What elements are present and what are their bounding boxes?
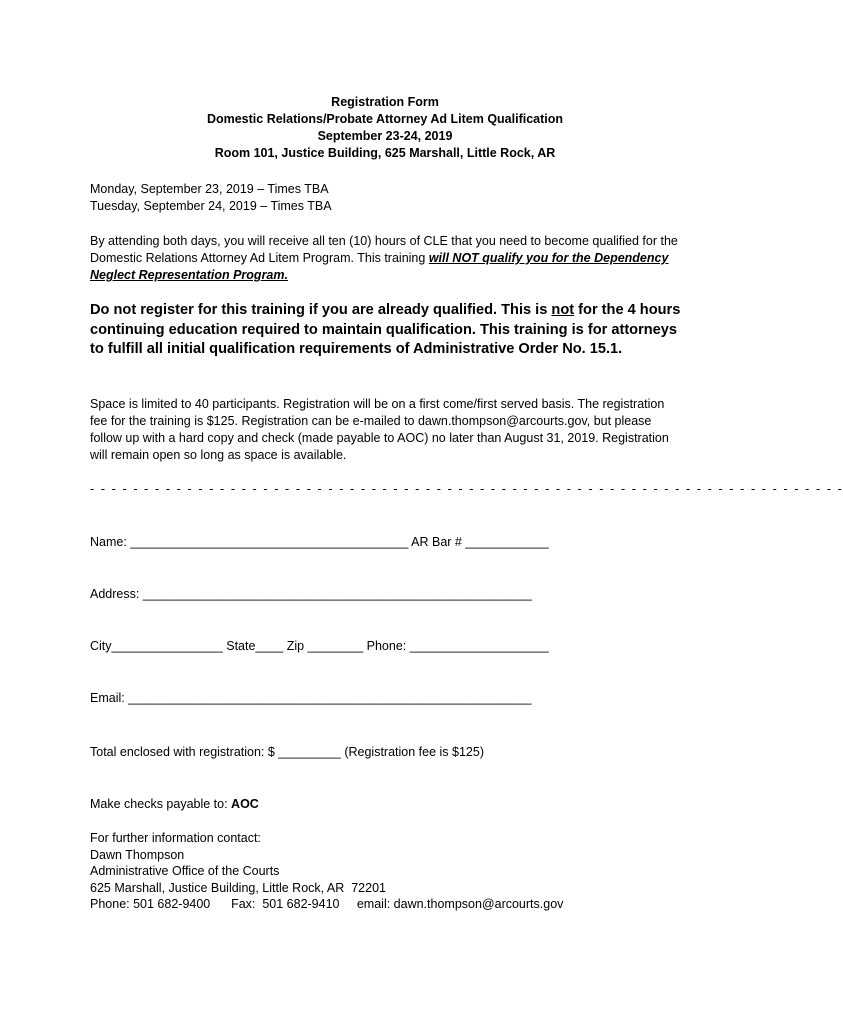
- event-location: Room 101, Justice Building, 625 Marshall, Little Rock, AR: [214, 146, 556, 160]
- checks-payee: AOC: [231, 797, 259, 811]
- total-enclosed-line: Total enclosed with registration: $ _________ (Registration fee is $125): [90, 745, 484, 759]
- warning-not: not: [551, 302, 575, 318]
- address-field-line: Address: ________________________________________________________: [90, 587, 533, 601]
- schedule: [90, 181, 690, 215]
- city-state-zip-phone-line: City________________ State____ Zip ________ Phone: ____________________: [90, 639, 549, 653]
- intro-emphasis: will NOT qualify you for the Dependency Neglect Representation Program.: [90, 251, 669, 282]
- checks-payable-line: [90, 797, 259, 811]
- form-header: [0, 94, 770, 162]
- schedule-day-2: Tuesday, September 24, 2019 – Times TBA: [90, 199, 332, 213]
- intro-paragraph: [90, 233, 690, 284]
- checks-label: Make checks payable to:: [90, 797, 232, 811]
- contact-heading: For further information contact:: [90, 831, 261, 845]
- cut-line-divider: - - - - - - - - - - - - - - - - - - - - - - - - - - - - - - - - - - - - - - - - - - - - - - - - - - - - - - - - - - - - - - - - - - - - - -: [90, 482, 843, 496]
- email-field-line: Email: __________________________________________________________: [90, 691, 532, 705]
- name-field-line: Name: ________________________________________ AR Bar # ____________: [90, 535, 549, 549]
- registration-info: Space is limited to 40 participants. Registration will be on a first come/first served basis. The registration fee for the training is $125. Registration can be e-mailed to dawn.thompson@arcourts.gov, but please follow up with a hard copy and check (made payable to AOC) no later than August 31, 2019. Registration will remain open so long as space is available.: [90, 397, 669, 462]
- contact-address: 625 Marshall, Justice Building, Little Rock, AR 72201: [90, 880, 386, 895]
- schedule-day-1: Monday, September 23, 2019 – Times TBA: [90, 182, 329, 196]
- form-title: Registration Form: [331, 95, 439, 109]
- contact-office: Administrative Office of the Courts: [90, 864, 280, 878]
- intro-text: By attending both days, you will receive all ten (10) hours of CLE that you need to become qualified for the Domestic Relations Attorney Ad Litem Program. This training: [90, 234, 678, 265]
- event-dates: September 23-24, 2019: [317, 129, 453, 143]
- contact-phones: Phone: 501 682-9400 Fax: 501 682-9410 email: dawn.thompson@arcourts.gov: [90, 897, 564, 911]
- warning-paragraph: [90, 301, 690, 360]
- contact-name: Dawn Thompson: [90, 847, 185, 862]
- contact-info: [90, 830, 690, 913]
- warning-text-2: for the 4 hours continuing education required to maintain qualification. This training is for attorneys to fulfill all initial qualification requirements of Administrative Order No. 15.1.: [90, 302, 681, 357]
- warning-text-1: Do not register for this training if you are already qualified. This is: [90, 302, 552, 318]
- program-title: Domestic Relations/Probate Attorney Ad Litem Qualification: [206, 112, 564, 126]
